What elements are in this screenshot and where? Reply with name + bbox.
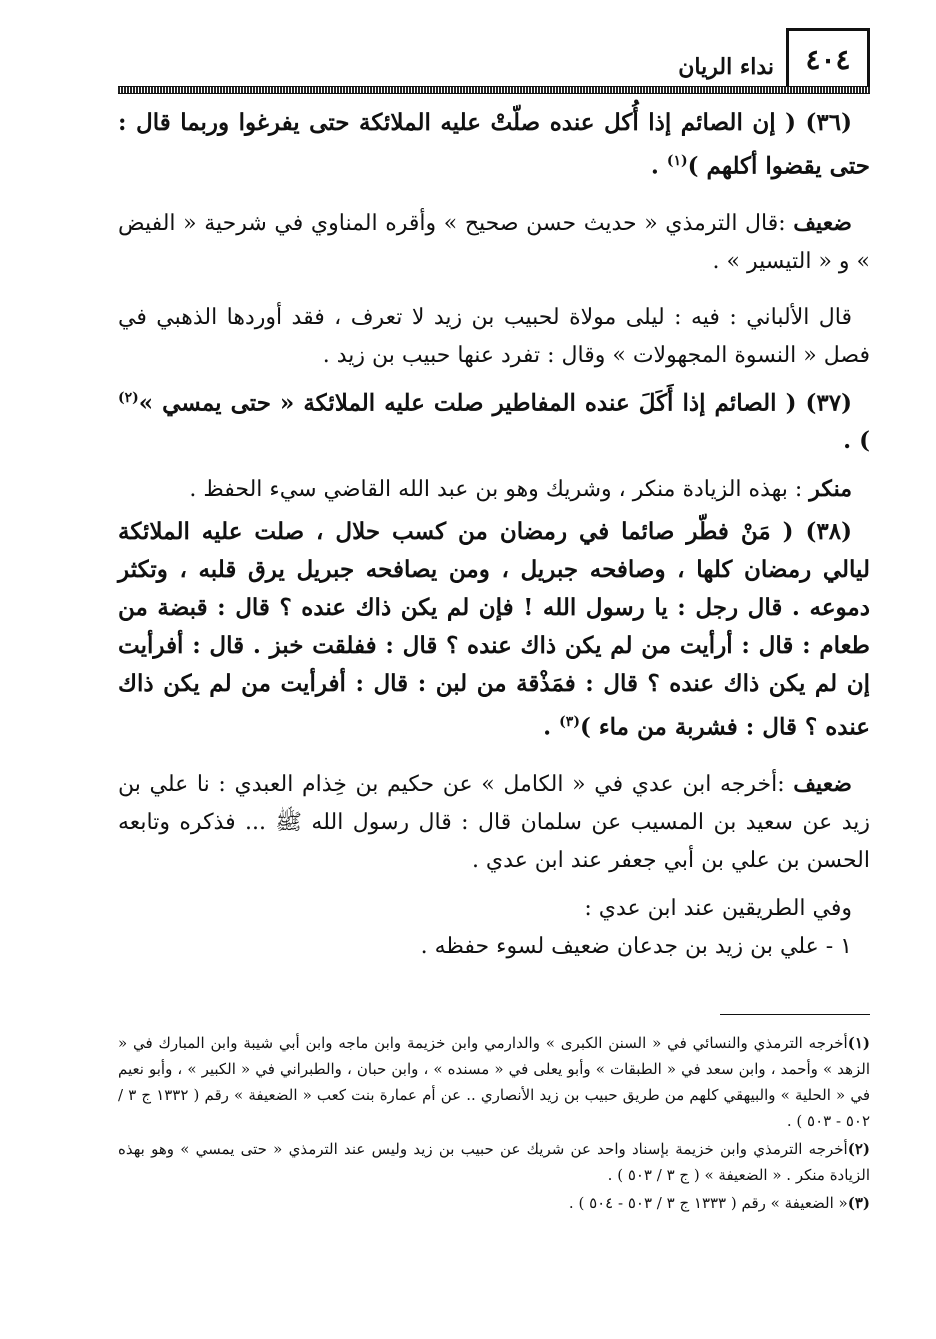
- footnote-ref: (٣): [559, 714, 580, 731]
- commentary: وفي الطريقين عند ابن عدي :: [584, 895, 852, 921]
- grade-label: منكر: [809, 476, 852, 503]
- book-page: [118, 0, 870, 1339]
- footnote-separator: [720, 1014, 870, 1015]
- hadith-36: (٣٦) ( إن الصائم إذا أُكل عنده صلّتْ عليه الملائكة حتى يفرغوا وربما قال : حتى يقضوا أكلهم )$^{(١)}$ .: [118, 109, 870, 180]
- hadith-37: (٣٧) ( الصائم إذا أَكَلَ عنده المفاطير صلت عليه الملائكة « حتى يمسي »$^{(٢)}$ ) .: [118, 389, 870, 455]
- main-text: [118, 104, 870, 966]
- grade-label: ضعيف: [793, 209, 852, 236]
- footnote-3: (٣)« الضعيفة » رقم ( ١٣٣٣ ج ٣ / ٥٠٣ - ٥٠٤ ) .: [568, 1194, 870, 1212]
- grade-label: ضعيف: [793, 770, 852, 797]
- footnote-1: (١)أخرجه الترمذي والنسائي في « السنن الكبرى » والدارمي وابن خزيمة وابن ماجه وابن أبي شيبة وابن المبارك في « الزهد » وأحمد ، وابن سعد في « الطبقات » وأبو يعلى في « مسنده » ، وابن حبان ، والطبراني في « الكبير » ، وأبو نعيم في « الحلية » والبيهقي كلهم من طريق حبيب بن زيد الأنصاري .. عن أم عمارة بنت كعب « الضعيفة » رقم ( ١٣٣٢ ج ٣ / ٥٠٢ - ٥٠٣ ) .: [118, 1034, 871, 1130]
- footnote-2: (٢)أخرجه الترمذي وابن خزيمة بإسناد واحد عن شريك عن حبيب بن زيد وليس عند الترمذي « حتى يمسي » وهو بهذه الزيادة منكر . « الضعيفة » ( ج ٣ / ٥٠٣ ) .: [118, 1140, 870, 1184]
- commentary: ضعيف :قال الترمذي « حديث حسن صحيح » وأقره المناوي في شرحية « الفيض » و « التيسير » .: [118, 209, 870, 274]
- commentary: ضعيف :أخرجه ابن عدي في « الكامل » عن حكيم بن خِذام العبدي : نا علي بن زيد عن سعيد بن المسيب عن سلمان قال : قال رسول الله ﷺ ... فذكره وتابعه الحسن بن علي بن أبي جعفر عند ابن عدي .: [118, 770, 870, 873]
- commentary: قال الألباني : فيه : ليلى مولاة لحبيب بن زيد لا تعرف ، فقد أوردها الذهبي في فصل « النسوة المجهولات » وقال : تفرد عنها حبيب بن زيد .: [118, 304, 870, 368]
- hadith-38: (٣٨) ( مَنْ فطّر صائما في رمضان من كسب حلال ، صلت عليه الملائكة ليالي رمضان كلها ، وصافحه جبريل ، ومن يصافحه جبريل يرق قلبه ، وتكثر دموعه . قال رجل : يا رسول الله ! فإن لم يكن ذاك عنده ؟ قال : قبضة من طعام : قال : أرأيت من لم يكن ذاك عنده ؟ قال : ففلقت خبز . قال : أفرأيت إن لم يكن ذاك عنده ؟ قال : فمَذْقة من لبن : قال : أفرأيت من لم يكن ذاك عنده ؟ قال : فشربة من ماء )$^{(٣)}$ .: [118, 518, 870, 741]
- page-header: [118, 28, 870, 92]
- commentary: منكر : بهذه الزيادة منكر ، وشريك وهو بن عبد الله القاضي سيء الحفظ .: [189, 476, 852, 503]
- footnotes: [118, 1030, 870, 1218]
- footnote-ref: (٢): [118, 389, 139, 406]
- running-title: نداء الريان: [678, 54, 774, 80]
- header-rule: [118, 86, 870, 94]
- list-item: ١ - علي بن زيد بن جدعان ضعيف لسوء حفظه .: [420, 933, 852, 959]
- page-number: ٤٠٤: [786, 28, 870, 87]
- footnote-ref: (١): [666, 153, 688, 169]
